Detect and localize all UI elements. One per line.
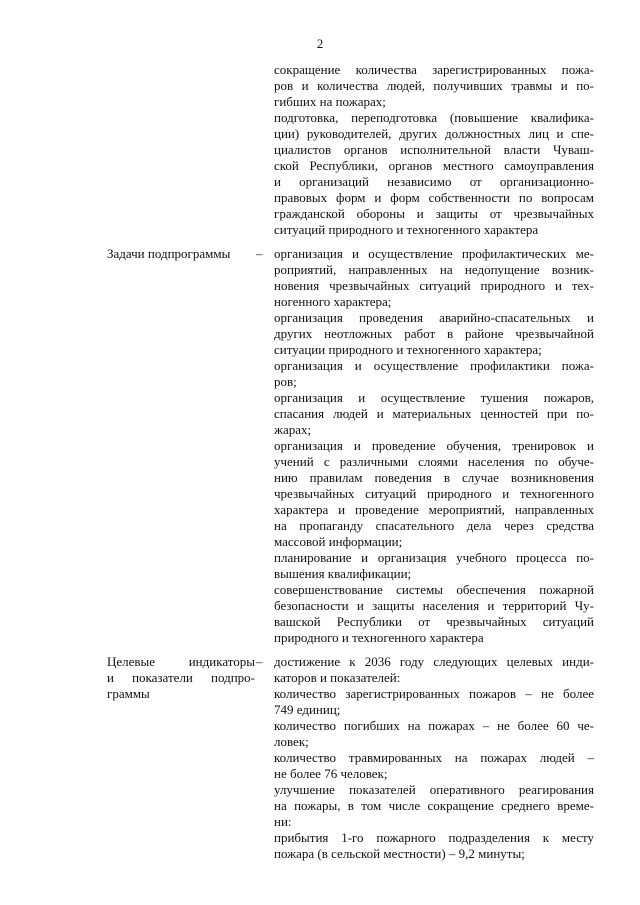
goals-line: циалистов органов исполнительной власти Чуваш- (274, 142, 594, 157)
indicators-line: прибытия 1-го пожарного подразделения к месту (274, 830, 594, 845)
indicators-line: каторов и показателей: (274, 670, 401, 685)
goals-line: ров и количества людей, получивших травмы и по- (274, 78, 594, 93)
tasks-line: на пропаганду спасательного дела через средства (274, 518, 594, 533)
tasks-line: организация и осуществление профилактических ме- (274, 246, 594, 261)
goals-line: ситуаций природного и техногенного характера (274, 222, 539, 237)
tasks-line: жарах; (274, 422, 312, 437)
tasks-line: ногенного характера; (274, 294, 392, 309)
tasks-line: совершенствование системы обеспечения пожарной (274, 582, 594, 597)
indicators-line: количество травмированных на пожарах людей – (274, 750, 594, 765)
indicators-line: улучшение показателей оперативного реагирования (274, 782, 594, 797)
indicators-line: не более 76 человек; (274, 766, 388, 781)
goals-line: подготовка, переподготовка (повышение квалифика- (274, 110, 594, 125)
tasks-line: роприятий, направленных на недопущение возник- (274, 262, 594, 277)
indicators-dash: – (256, 654, 263, 669)
tasks-line: нию правилам поведения в случае возникновения (274, 470, 594, 485)
indicators-line: количество зарегистрированных пожаров – не более (274, 686, 594, 701)
indicators-line: пожара (в сельской местности) – 9,2 минуты; (274, 846, 525, 861)
tasks-label: Задачи подпрограммы (107, 246, 231, 261)
indicators-line: ни: (274, 814, 292, 829)
tasks-line: организация и проведение обучения, тренировок и (274, 438, 594, 453)
indicators-label: Целевые индикаторы (107, 654, 255, 669)
tasks-line: массовой информации; (274, 534, 403, 549)
tasks-line: ситуации природного и техногенного характера; (274, 342, 542, 357)
tasks-line: организация проведения аварийно-спасательных и (274, 310, 594, 325)
goals-line: и организаций независимо от организационно- (274, 174, 594, 189)
goals-line: ской Республики, органов местного самоуправления (274, 158, 594, 173)
tasks-line: организация и осуществление тушения пожаров, (274, 390, 594, 405)
tasks-line: организация и осуществление профилактики пожа- (274, 358, 594, 373)
tasks-line: планирование и организация учебного процесса по- (274, 550, 594, 565)
goals-line: правовых форм и форм собственности по вопросам (274, 190, 594, 205)
indicators-line: на пожары, в том числе сокращение среднего време- (274, 798, 594, 813)
tasks-line: учений с различными слоями населения по обуче- (274, 454, 594, 469)
tasks-line: спасания людей и материальных ценностей при по- (274, 406, 594, 421)
page-number: 2 (316, 36, 324, 51)
tasks-line: вышения квалификации; (274, 566, 412, 581)
tasks-line: чрезвычайных ситуаций природного и техногенного (274, 486, 594, 501)
goals-line: гражданской обороны и защиты от чрезвычайных (274, 206, 594, 221)
tasks-line: новения чрезвычайных ситуаций природного и тех- (274, 278, 594, 293)
goals-line: сокращение количества зарегистрированных пожа- (274, 62, 594, 77)
indicators-label: граммы (107, 686, 150, 701)
tasks-line: ров; (274, 374, 297, 389)
indicators-line: достижение к 2036 году следующих целевых инди- (274, 654, 594, 669)
tasks-line: характера и проведение мероприятий, направленных (274, 502, 594, 517)
indicators-line: количество погибших на пожарах – не более 60 че- (274, 718, 594, 733)
indicators-line: ловек; (274, 734, 309, 749)
tasks-dash: – (256, 246, 263, 261)
goals-line: гибших на пожарах; (274, 94, 386, 109)
indicators-label: и показатели подпро- (107, 670, 255, 685)
indicators-line: 749 единиц; (274, 702, 341, 717)
tasks-line: природного и техногенного характера (274, 630, 484, 645)
tasks-line: безопасности и защиты населения и территорий Чу- (274, 598, 594, 613)
tasks-line: вашской Республики от чрезвычайных ситуаций (274, 614, 594, 629)
tasks-line: других неотложных работ в районе чрезвычайной (274, 326, 594, 341)
goals-line: ции) руководителей, других должностных лиц и спе- (274, 126, 594, 141)
